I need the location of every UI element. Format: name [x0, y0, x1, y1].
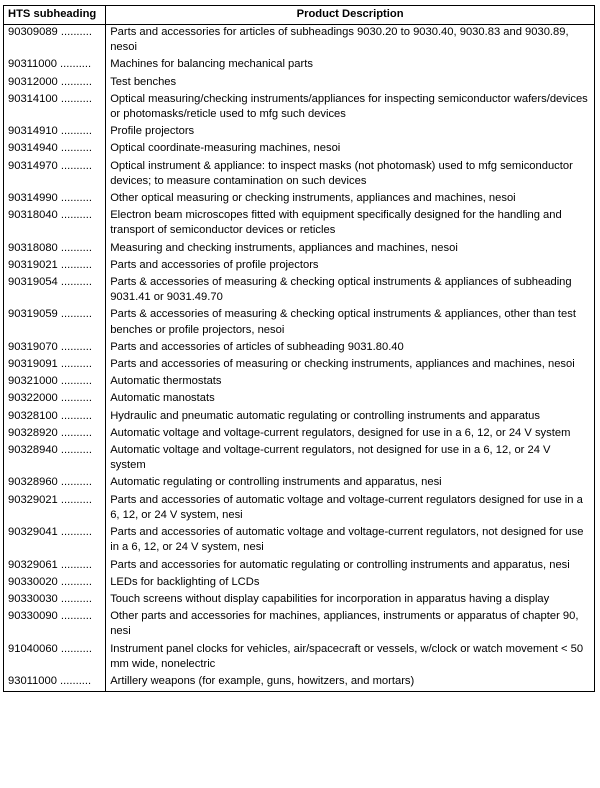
- product-description-cell: Automatic manostats: [106, 391, 595, 408]
- product-description-cell: Parts and accessories of articles of subheading 9031.80.40: [106, 340, 595, 357]
- header-product-description: Product Description: [106, 6, 595, 25]
- product-description-cell: Optical coordinate-measuring machines, nesoi: [106, 141, 595, 158]
- hts-table: [3, 5, 595, 692]
- table-row: [4, 258, 595, 275]
- table-row: [4, 191, 595, 208]
- table-row: [4, 307, 595, 339]
- hts-code-cell: 90321000 ..........: [4, 374, 106, 391]
- table-row: [4, 493, 595, 525]
- hts-code-cell: 90329041 ..........: [4, 525, 106, 557]
- hts-code-cell: 90330020 ..........: [4, 575, 106, 592]
- hts-code-cell: 90330030 ..........: [4, 592, 106, 609]
- table-row: [4, 374, 595, 391]
- product-description-cell: Hydraulic and pneumatic automatic regulating or controlling instruments and apparatus: [106, 409, 595, 426]
- table-row: [4, 124, 595, 141]
- table-row: [4, 25, 595, 58]
- product-description-cell: Parts & accessories of measuring & checking optical instruments & appliances of subheading 9031.41 or 9031.49.70: [106, 275, 595, 307]
- product-description-cell: Profile projectors: [106, 124, 595, 141]
- table-row: [4, 357, 595, 374]
- hts-code-cell: 90309089 ..........: [4, 25, 106, 58]
- header-hts-subheading: HTS subheading: [4, 6, 106, 25]
- table-body: [4, 25, 595, 692]
- table-row: [4, 241, 595, 258]
- table-row: [4, 92, 595, 124]
- hts-code-cell: 90328920 ..........: [4, 426, 106, 443]
- product-description-cell: Touch screens without display capabilities for incorporation in apparatus having a display: [106, 592, 595, 609]
- product-description-cell: Machines for balancing mechanical parts: [106, 57, 595, 74]
- hts-code-cell: 90328940 ..........: [4, 443, 106, 475]
- product-description-cell: Measuring and checking instruments, appliances and machines, nesoi: [106, 241, 595, 258]
- product-description-cell: LEDs for backlighting of LCDs: [106, 575, 595, 592]
- hts-code-cell: 90311000 ..........: [4, 57, 106, 74]
- table-row: [4, 558, 595, 575]
- table-row: [4, 141, 595, 158]
- table-row: [4, 525, 595, 557]
- product-description-cell: Other optical measuring or checking instruments, appliances and machines, nesoi: [106, 191, 595, 208]
- hts-code-cell: 90329021 ..........: [4, 493, 106, 525]
- hts-code-cell: 93011000 ..........: [4, 674, 106, 692]
- table-row: [4, 426, 595, 443]
- hts-code-cell: 90314970 ..........: [4, 159, 106, 191]
- table-row: [4, 475, 595, 492]
- product-description-cell: Automatic regulating or controlling instruments and apparatus, nesi: [106, 475, 595, 492]
- table-row: [4, 409, 595, 426]
- hts-code-cell: 90328960 ..........: [4, 475, 106, 492]
- table-row: [4, 391, 595, 408]
- hts-code-cell: 90330090 ..........: [4, 609, 106, 641]
- hts-code-cell: 90319070 ..........: [4, 340, 106, 357]
- product-description-cell: Artillery weapons (for example, guns, howitzers, and mortars): [106, 674, 595, 692]
- product-description-cell: Automatic thermostats: [106, 374, 595, 391]
- product-description-cell: Optical measuring/checking instruments/appliances for inspecting semiconductor wafers/devices or photomasks/reticle used to mfg such devices: [106, 92, 595, 124]
- table-row: [4, 208, 595, 240]
- hts-code-cell: 90314940 ..........: [4, 141, 106, 158]
- table-row: [4, 609, 595, 641]
- table-row: [4, 159, 595, 191]
- header-row: [4, 6, 595, 25]
- hts-code-cell: 90322000 ..........: [4, 391, 106, 408]
- table-row: [4, 642, 595, 674]
- table-row: [4, 592, 595, 609]
- hts-code-cell: 90329061 ..........: [4, 558, 106, 575]
- hts-code-cell: 90319054 ..........: [4, 275, 106, 307]
- table-row: [4, 443, 595, 475]
- hts-code-cell: 90312000 ..........: [4, 75, 106, 92]
- table-row: [4, 674, 595, 692]
- product-description-cell: Optical instrument & appliance: to inspect masks (not photomask) used to mfg semiconductor devices; to measure contamination on such devices: [106, 159, 595, 191]
- product-description-cell: Parts and accessories of automatic voltage and voltage-current regulators designed for use in a 6, 12, or 24 V system, nesi: [106, 493, 595, 525]
- product-description-cell: Parts and accessories for articles of subheadings 9030.20 to 9030.40, 9030.83 and 9030.89, nesoi: [106, 25, 595, 58]
- hts-code-cell: 91040060 ..........: [4, 642, 106, 674]
- product-description-cell: Test benches: [106, 75, 595, 92]
- product-description-cell: Parts and accessories for automatic regulating or controlling instruments and apparatus, nesi: [106, 558, 595, 575]
- hts-code-cell: 90319021 ..........: [4, 258, 106, 275]
- product-description-cell: Parts & accessories of measuring & checking optical instruments & appliances, other than test benches or profile projectors, nesoi: [106, 307, 595, 339]
- hts-code-cell: 90314100 ..........: [4, 92, 106, 124]
- table-row: [4, 275, 595, 307]
- product-description-cell: Electron beam microscopes fitted with equipment specifically designed for the handling and transport of semiconductor devices or reticles: [106, 208, 595, 240]
- product-description-cell: Instrument panel clocks for vehicles, air/spacecraft or vessels, w/clock or watch movement < 50 mm wide, nonelectric: [106, 642, 595, 674]
- hts-code-cell: 90318040 ..........: [4, 208, 106, 240]
- table-row: [4, 340, 595, 357]
- product-description-cell: Parts and accessories of automatic voltage and voltage-current regulators, not designed for use in a 6, 12, or 24 V system, nesi: [106, 525, 595, 557]
- hts-code-cell: 90314990 ..........: [4, 191, 106, 208]
- hts-code-cell: 90314910 ..........: [4, 124, 106, 141]
- product-description-cell: Parts and accessories of profile projectors: [106, 258, 595, 275]
- table-row: [4, 575, 595, 592]
- hts-code-cell: 90319091 ..........: [4, 357, 106, 374]
- hts-code-cell: 90328100 ..........: [4, 409, 106, 426]
- product-description-cell: Other parts and accessories for machines, appliances, instruments or apparatus of chapter 90, nesi: [106, 609, 595, 641]
- product-description-cell: Automatic voltage and voltage-current regulators, designed for use in a 6, 12, or 24 V system: [106, 426, 595, 443]
- hts-code-cell: 90319059 ..........: [4, 307, 106, 339]
- hts-code-cell: 90318080 ..........: [4, 241, 106, 258]
- product-description-cell: Parts and accessories of measuring or checking instruments, appliances and machines, nesoi: [106, 357, 595, 374]
- table-row: [4, 57, 595, 74]
- product-description-cell: Automatic voltage and voltage-current regulators, not designed for use in a 6, 12, or 24 V system: [106, 443, 595, 475]
- table-row: [4, 75, 595, 92]
